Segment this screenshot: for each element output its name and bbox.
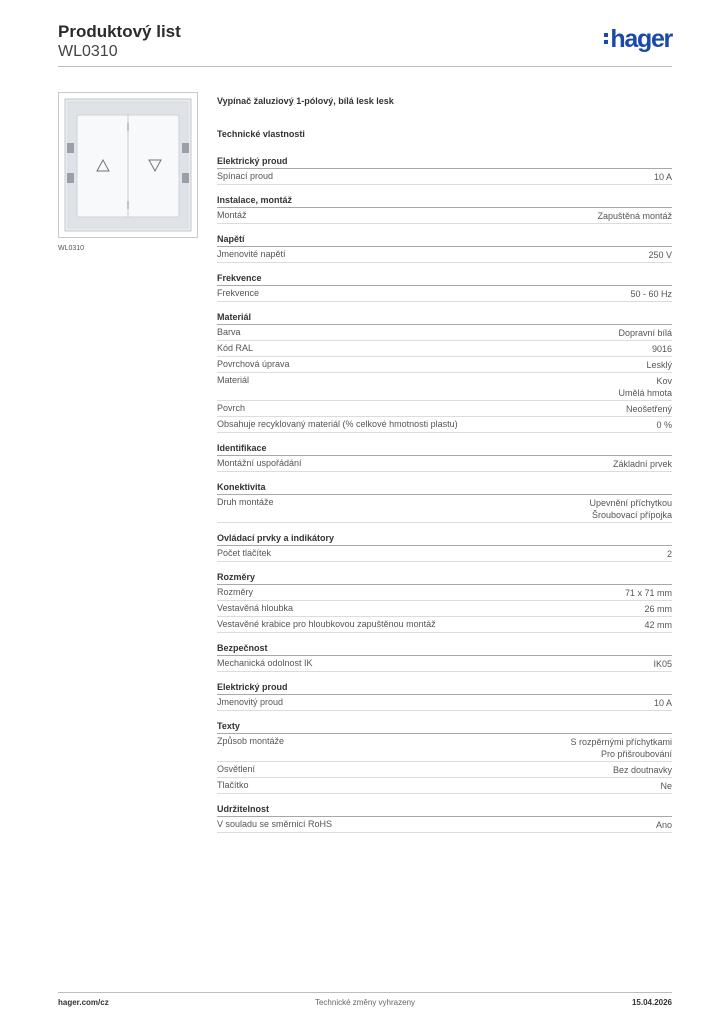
spec-value-line: 10 A [653,698,672,708]
spec-section-title: Instalace, montáž [217,195,672,208]
spec-section-title: Konektivita [217,482,672,495]
spec-label: Tlačítko [217,780,249,790]
spec-value [618,375,672,399]
document-title: Produktový list [58,22,181,41]
spec-value [653,658,672,670]
spec-value-line: 42 mm [644,620,672,630]
spec-section [217,643,672,672]
spec-value-line: IK05 [653,659,672,669]
spec-value-line: Ano [655,820,672,830]
spec-value-line: Umělá hmota [618,388,672,398]
spec-value [660,780,672,792]
spec-value [597,210,672,222]
product-image [58,92,198,238]
spec-section-title: Frekvence [217,273,672,286]
spec-section-title: Identifikace [217,443,672,456]
footer-divider [58,992,672,993]
spec-value [613,764,672,776]
spec-row [217,695,672,711]
header-divider [58,66,672,67]
spec-value [654,697,672,709]
spec-value-line: Lesklý [646,360,672,370]
spec-value [626,403,672,415]
spec-value [656,419,672,431]
spec-row [217,817,672,833]
logo-text: hager [610,25,672,53]
spec-row [217,601,672,617]
blind-switch-icon [59,93,197,237]
spec-row [217,762,672,778]
spec-section-title: Materiál [217,312,672,325]
spec-label: Obsahuje recyklovaný materiál (% celkové hmotnosti plastu) [217,419,458,429]
spec-section-title: Rozměry [217,572,672,585]
spec-section [217,443,672,472]
spec-value [656,819,672,831]
spec-section [217,273,672,302]
spec-section-title: Bezpečnost [217,643,672,656]
spec-row [217,325,672,341]
spec-label: V souladu se směrnicí RoHS [217,819,333,829]
spec-label: Montážní uspořádání [217,458,302,468]
spec-label: Způsob montáže [217,736,285,746]
spec-section [217,721,672,794]
document-header [58,22,181,62]
spec-label: Materiál [217,375,250,385]
spec-value [589,497,672,521]
spec-row [217,546,672,562]
spec-value-line: S rozpěrnými příchytkami [570,737,672,747]
spec-section-title: Texty [217,721,672,734]
spec-value-line: 10 A [653,172,672,182]
spec-section [217,234,672,263]
product-name: Vypínač žaluziový 1-pólový, bílá lesk lesk [217,96,394,106]
spec-row [217,169,672,185]
spec-label: Vestavěná hloubka [217,603,294,613]
spec-value-line: Ne [660,781,672,791]
spec-label: Mechanická odolnost IK [217,658,313,668]
spec-row [217,401,672,417]
spec-label: Vestavěné krabice pro hloubkovou zapuštěnou montáž [217,619,436,629]
spec-row [217,495,672,523]
spec-row [217,247,672,263]
spec-label: Povrch [217,403,246,413]
spec-section-title: Napětí [217,234,672,247]
spec-label: Barva [217,327,241,337]
spec-section [217,533,672,562]
spec-value [644,619,672,631]
spec-row [217,778,672,794]
spec-value-line: Šroubovací přípojka [591,510,672,520]
spec-label: Rozměry [217,587,254,597]
spec-value [618,327,672,339]
product-code: WL0310 [58,43,118,60]
specification-content [217,96,672,843]
spec-value-line: Základní prvek [612,459,672,469]
spec-row [217,656,672,672]
spec-section [217,195,672,224]
spec-label: Jmenovité napětí [217,249,286,259]
spec-value-line: 0 % [656,420,672,430]
spec-row [217,617,672,633]
spec-value-line: 26 mm [644,604,672,614]
spec-section [217,804,672,833]
spec-row [217,357,672,373]
spec-value-line: 2 [666,549,672,559]
spec-value-line: 250 V [648,250,672,260]
spec-section-title: Elektrický proud [217,156,672,169]
spec-section [217,156,672,185]
spec-label: Frekvence [217,288,260,298]
spec-row [217,208,672,224]
spec-value [644,603,672,615]
footer-disclaimer: Technické změny vyhrazeny [314,998,416,1007]
spec-section-title: Elektrický proud [217,682,672,695]
spec-label: Jmenovitý proud [217,697,284,707]
spec-row [217,585,672,601]
spec-row [217,417,672,433]
spec-label: Spínací proud [217,171,274,181]
spec-label: Montáž [217,210,247,220]
spec-value-line: 50 - 60 Hz [630,289,672,299]
footer-website: hager.com/cz [58,998,109,1007]
spec-section [217,482,672,523]
spec-row [217,341,672,357]
spec-section [217,682,672,711]
spec-value-line: Dopravní bílá [618,328,672,338]
spec-value [625,587,672,599]
spec-section-title: Ovládací prvky a indikátory [217,533,672,546]
footer-date: 15.04.2026 [631,998,672,1007]
spec-label: Druh montáže [217,497,274,507]
spec-value [630,288,672,300]
spec-value [648,249,672,261]
spec-row [217,734,672,762]
spec-label: Kód RAL [217,343,254,353]
spec-value-line: 71 x 71 mm [624,588,672,598]
spec-label: Počet tlačítek [217,548,272,558]
technical-properties-heading: Technické vlastnosti [217,129,305,139]
spec-value-line: Neošetřený [625,404,672,414]
spec-value-line: Bez doutnavky [612,765,672,775]
spec-value-line: Upevnění příchytkou [589,498,672,508]
spec-value [646,359,672,371]
spec-value-line: 9016 [651,344,672,354]
spec-value [667,548,672,560]
spec-value-line: Pro přišroubování [600,749,672,759]
spec-row [217,373,672,401]
spec-value [613,458,672,470]
spec-section-title: Udržitelnost [217,804,672,817]
spec-value-line: Kov [656,376,672,386]
spec-row [217,286,672,302]
product-image-caption: WL0310 [58,245,85,252]
spec-section [217,572,672,633]
spec-label: Povrchová úprava [217,359,290,369]
spec-value [652,343,672,355]
spec-label: Osvětlení [217,764,256,774]
spec-value-line: Zapuštěná montáž [597,211,672,221]
spec-value [570,736,672,760]
logo-dots-icon [604,33,608,44]
spec-value [654,171,672,183]
spec-section [217,312,672,433]
spec-row [217,456,672,472]
specification-sections [217,156,672,833]
hager-logo [604,24,672,54]
